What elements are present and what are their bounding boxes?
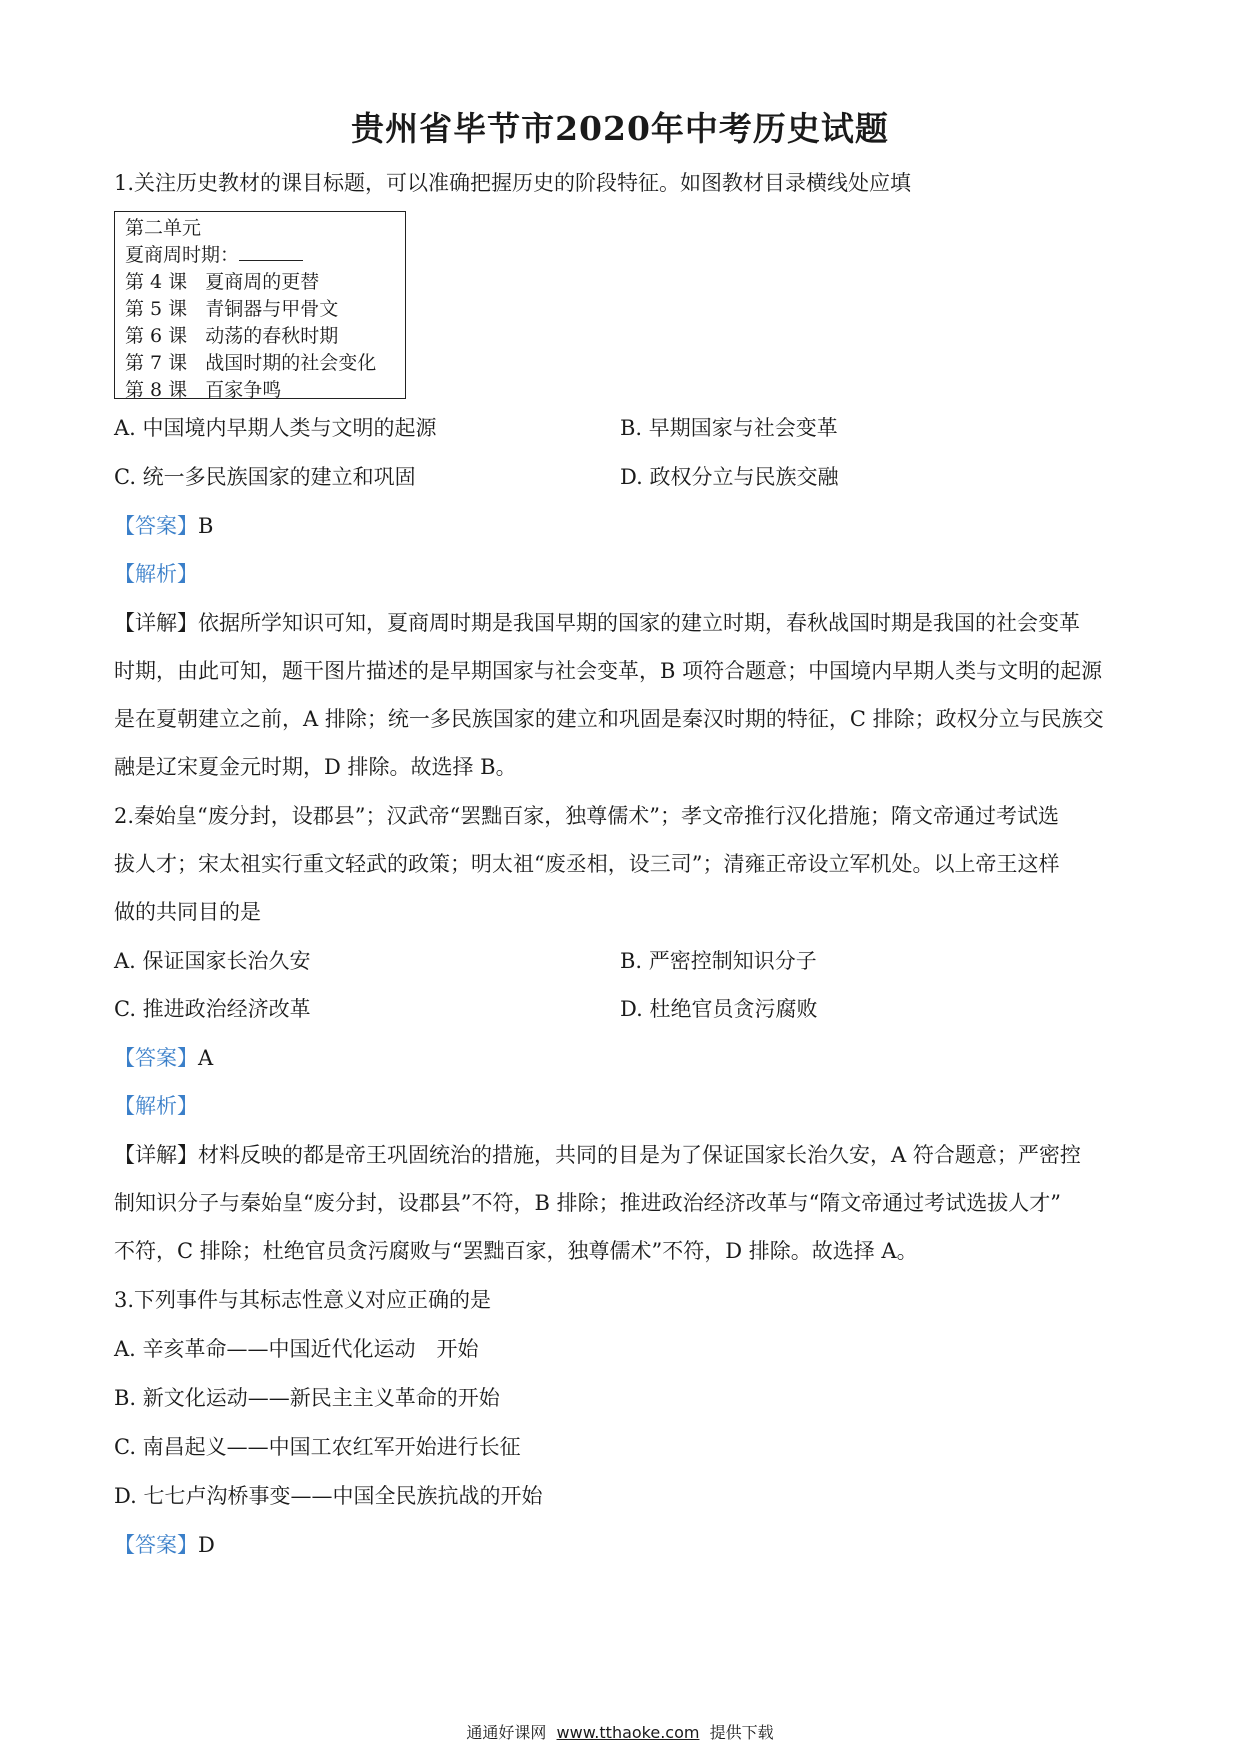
analysis-tag: 【解析】	[114, 562, 198, 586]
q1-stem: 1.关注历史教材的课目标题，可以准确把握历史的阶段特征。如图教材目录横线处应填	[114, 171, 912, 195]
q2-analysis	[114, 1091, 1134, 1121]
toc-lesson-no: 第 8 课	[125, 379, 188, 401]
q2-option-b: B. 严密控制知识分子	[620, 949, 817, 973]
answer-tag: 【答案】	[114, 514, 198, 538]
detail-tag: 【详解】	[114, 1143, 198, 1167]
toc-lesson-name: 战国时期的社会变化	[205, 352, 377, 374]
toc-lesson-name: 青铜器与甲骨文	[205, 298, 339, 320]
q2-answer	[114, 1043, 1134, 1073]
analysis-tag: 【解析】	[114, 1094, 198, 1118]
toc-lesson	[125, 296, 405, 323]
q1-detail-line	[114, 608, 1134, 638]
footer-site: 通通好课网	[466, 1723, 547, 1742]
q2-detail-line	[114, 1140, 1134, 1170]
q1-detail-line: 是在夏朝建立之前，A 排除；统一多民族国家的建立和巩固是秦汉时期的特征，C 排除；政权分立与民族交	[114, 707, 1104, 731]
toc-lesson-no: 第 6 课	[125, 325, 188, 347]
toc-lesson	[125, 269, 405, 296]
q2-stem-line: 拔人才；宋太祖实行重文轻武的政策；明太祖“废丞相，设三司”；清雍正帝设立军机处。以上帝王这样	[114, 852, 1060, 876]
toc-period-label: 夏商周时期：	[125, 244, 240, 266]
q2-option-c: C. 推进政治经济改革	[114, 997, 311, 1021]
detail-text: 材料反映的都是帝王巩固统治的措施，共同的目是为了保证国家长治久安，A 符合题意；严密控	[198, 1143, 1081, 1167]
toc-blank	[239, 242, 303, 261]
answer-value: B	[198, 514, 214, 538]
q1-analysis	[114, 559, 1134, 589]
toc-lesson	[125, 377, 405, 404]
footer-url-link[interactable]: www.tthaoke.com	[556, 1723, 700, 1742]
toc-lesson-name: 百家争鸣	[205, 379, 282, 401]
q2-option-d: D. 杜绝官员贪污腐败	[620, 997, 818, 1021]
q3-option-b: B. 新文化运动——新民主主义革命的开始	[114, 1386, 500, 1410]
q3-stem: 3.下列事件与其标志性意义对应正确的是	[114, 1288, 492, 1312]
answer-tag: 【答案】	[114, 1533, 198, 1557]
toc-lesson-no: 第 4 课	[125, 271, 188, 293]
q2-stem-line: 做的共同目的是	[114, 900, 261, 924]
toc-lesson-name: 夏商周的更替	[205, 271, 320, 293]
page-footer	[0, 1720, 1240, 1743]
q1-option-b: B. 早期国家与社会变革	[620, 416, 838, 440]
q2-stem-line: 2.秦始皇“废分封，设郡县”；汉武帝“罢黜百家，独尊儒术”；孝文帝推行汉化措施；隋文帝通过考试选	[114, 804, 1059, 828]
toc-lesson-name: 动荡的春秋时期	[205, 325, 339, 347]
q1-answer	[114, 511, 1134, 541]
q2-detail-line: 不符，C 排除；杜绝官员贪污腐败与“罢黜百家，独尊儒术”不符，D 排除。故选择 A。	[114, 1239, 918, 1263]
q1-option-d: D. 政权分立与民族交融	[620, 465, 839, 489]
toc-lesson-no: 第 5 课	[125, 298, 188, 320]
toc-lesson-no: 第 7 课	[125, 352, 188, 374]
q1-toc-box	[114, 211, 406, 399]
toc-period	[125, 242, 405, 269]
answer-tag: 【答案】	[114, 1046, 198, 1070]
q1-option-a: A. 中国境内早期人类与文明的起源	[114, 416, 437, 440]
toc-lesson	[125, 323, 405, 350]
q3-option-c: C. 南昌起义——中国工农红军开始进行长征	[114, 1435, 521, 1459]
toc-unit: 第二单元	[125, 217, 202, 239]
footer-suffix: 提供下载	[709, 1723, 774, 1742]
answer-value: A	[198, 1046, 214, 1070]
toc-lesson	[125, 350, 405, 377]
detail-text: 依据所学知识可知，夏商周时期是我国早期的国家的建立时期，春秋战国时期是我国的社会变革	[198, 611, 1080, 635]
q1-option-c: C. 统一多民族国家的建立和巩固	[114, 465, 416, 489]
q3-answer	[114, 1530, 1134, 1560]
q3-option-a: A. 辛亥革命——中国近代化运动 开始	[114, 1337, 479, 1361]
detail-tag: 【详解】	[114, 611, 198, 635]
q2-detail-line: 制知识分子与秦始皇“废分封，设郡县”不符，B 排除；推进政治经济改革与“隋文帝通过考试选拔人才”	[114, 1191, 1062, 1215]
page-title: 贵州省毕节市2020年中考历史试题	[351, 109, 889, 148]
q1-detail-line: 时期，由此可知，题干图片描述的是早期国家与社会变革，B 项符合题意；中国境内早期人类与文明的起源	[114, 659, 1103, 683]
q3-option-d: D. 七七卢沟桥事变——中国全民族抗战的开始	[114, 1484, 543, 1508]
answer-value: D	[198, 1533, 215, 1557]
q2-option-a: A. 保证国家长治久安	[114, 949, 311, 973]
q1-detail-line: 融是辽宋夏金元时期，D 排除。故选择 B。	[114, 755, 517, 779]
